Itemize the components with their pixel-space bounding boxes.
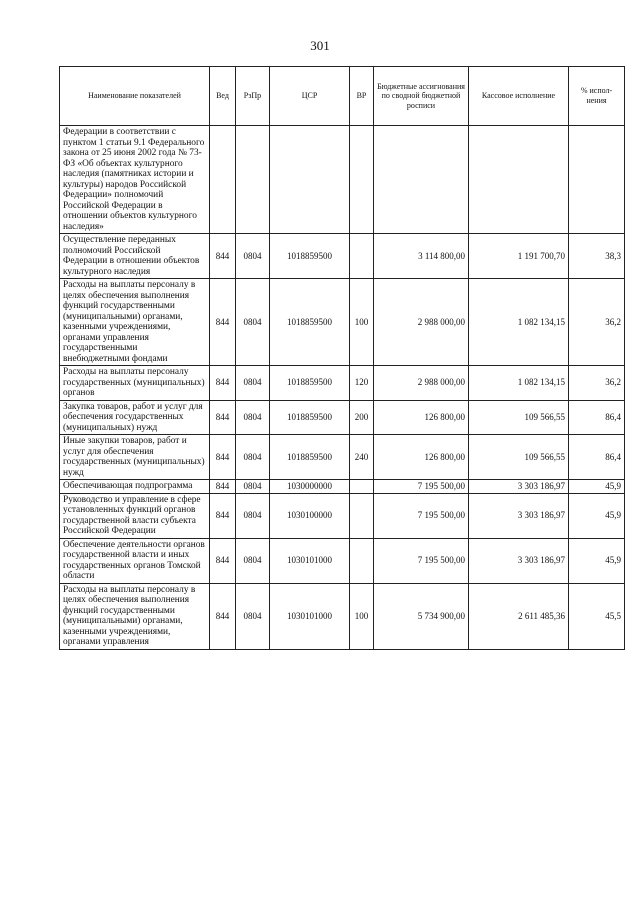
row-rzpr: 0804	[236, 583, 270, 649]
header-rzpr: РзПр	[236, 67, 270, 126]
row-csr: 1030000000	[270, 480, 350, 494]
header-percent: % испол-нения	[569, 67, 625, 126]
row-vr	[350, 480, 374, 494]
table-row	[60, 493, 625, 538]
row-percent	[569, 126, 625, 234]
row-name: Руководство и управление в сфере установленных функций органов государственной власти субъекта Российской Федерации	[60, 493, 210, 538]
row-percent: 86,4	[569, 435, 625, 480]
row-csr	[270, 126, 350, 234]
row-csr: 1018859500	[270, 366, 350, 401]
row-name: Осуществление переданных полномочий Российской Федерации в отношении объектов культурного наследия	[60, 234, 210, 279]
row-cash: 2 611 485,36	[469, 583, 569, 649]
header-ved: Вед	[210, 67, 236, 126]
row-cash	[469, 126, 569, 234]
row-name: Обеспечение деятельности органов государственной власти и иных государственных органов Томской области	[60, 538, 210, 583]
row-csr: 1018859500	[270, 234, 350, 279]
row-rzpr: 0804	[236, 366, 270, 401]
row-rzpr: 0804	[236, 234, 270, 279]
row-name: Закупка товаров, работ и услуг для обеспечения государственных (муниципальных) нужд	[60, 400, 210, 435]
row-ved: 844	[210, 279, 236, 366]
row-name: Расходы на выплаты персоналу в целях обеспечения выполнения функций государственными (муниципальными) органами, казенными учреждениями, органами управления	[60, 583, 210, 649]
row-budget: 2 988 000,00	[374, 366, 469, 401]
page-number: 301	[310, 38, 330, 53]
row-budget: 3 114 800,00	[374, 234, 469, 279]
row-vr	[350, 234, 374, 279]
row-budget: 126 800,00	[374, 435, 469, 480]
row-percent: 36,2	[569, 366, 625, 401]
row-percent: 38,3	[569, 234, 625, 279]
row-name: Расходы на выплаты персоналу государственных (муниципальных) органов	[60, 366, 210, 401]
row-cash: 3 303 186,97	[469, 480, 569, 494]
row-budget: 2 988 000,00	[374, 279, 469, 366]
row-name: Иные закупки товаров, работ и услуг для обеспечения государственных (муниципальных) нужд	[60, 435, 210, 480]
row-vr	[350, 126, 374, 234]
row-rzpr: 0804	[236, 493, 270, 538]
row-rzpr: 0804	[236, 435, 270, 480]
row-ved	[210, 126, 236, 234]
row-vr: 100	[350, 279, 374, 366]
table-row	[60, 279, 625, 366]
budget-table	[59, 66, 625, 650]
row-vr	[350, 493, 374, 538]
row-rzpr: 0804	[236, 538, 270, 583]
row-cash: 3 303 186,97	[469, 538, 569, 583]
table-row	[60, 234, 625, 279]
row-vr: 100	[350, 583, 374, 649]
row-percent: 36,2	[569, 279, 625, 366]
row-ved: 844	[210, 366, 236, 401]
row-ved: 844	[210, 493, 236, 538]
row-percent: 45,9	[569, 538, 625, 583]
row-rzpr: 0804	[236, 400, 270, 435]
row-ved: 844	[210, 480, 236, 494]
row-name: Обеспечивающая подпрограмма	[60, 480, 210, 494]
row-budget: 7 195 500,00	[374, 538, 469, 583]
row-rzpr	[236, 126, 270, 234]
row-percent: 86,4	[569, 400, 625, 435]
row-csr: 1018859500	[270, 279, 350, 366]
table-row	[60, 480, 625, 494]
row-ved: 844	[210, 234, 236, 279]
row-rzpr: 0804	[236, 279, 270, 366]
row-vr: 240	[350, 435, 374, 480]
row-csr: 1030101000	[270, 538, 350, 583]
table-row	[60, 538, 625, 583]
row-cash: 109 566,55	[469, 400, 569, 435]
row-vr: 120	[350, 366, 374, 401]
row-budget: 126 800,00	[374, 400, 469, 435]
row-rzpr: 0804	[236, 480, 270, 494]
row-percent: 45,9	[569, 480, 625, 494]
row-cash: 109 566,55	[469, 435, 569, 480]
row-csr: 1018859500	[270, 400, 350, 435]
table-row	[60, 583, 625, 649]
row-percent: 45,9	[569, 493, 625, 538]
header-budget: Бюджетные ассигнования по сводной бюджетной росписи	[374, 67, 469, 126]
row-budget: 7 195 500,00	[374, 493, 469, 538]
table-header-row	[60, 67, 625, 126]
row-name: Расходы на выплаты персоналу в целях обеспечения выполнения функций государственными (муниципальными) органами, казенными учреждениями, органами управления государственными внебюджетными фондами	[60, 279, 210, 366]
row-name: Федерации в соответствии с пунктом 1 статьи 9.1 Федерального закона от 25 июня 2002 года № 73-ФЗ «Об объектах культурного наследия (памятниках истории и культуры) народов Российской Федерации» полномочий Российской Федерации в отношении объектов культурного наследия»	[60, 126, 210, 234]
row-budget: 5 734 900,00	[374, 583, 469, 649]
row-cash: 1 082 134,15	[469, 366, 569, 401]
row-budget: 7 195 500,00	[374, 480, 469, 494]
header-vr: ВР	[350, 67, 374, 126]
row-cash: 1 191 700,70	[469, 234, 569, 279]
row-cash: 1 082 134,15	[469, 279, 569, 366]
row-csr: 1030100000	[270, 493, 350, 538]
header-cash: Кассовое исполнение	[469, 67, 569, 126]
table-row	[60, 126, 625, 234]
row-vr: 200	[350, 400, 374, 435]
header-name: Наименование показателей	[60, 67, 210, 126]
header-csr: ЦСР	[270, 67, 350, 126]
table-row	[60, 366, 625, 401]
row-vr	[350, 538, 374, 583]
row-csr: 1018859500	[270, 435, 350, 480]
row-cash: 3 303 186,97	[469, 493, 569, 538]
row-budget	[374, 126, 469, 234]
row-csr: 1030101000	[270, 583, 350, 649]
row-ved: 844	[210, 583, 236, 649]
table-row	[60, 435, 625, 480]
row-ved: 844	[210, 400, 236, 435]
row-ved: 844	[210, 538, 236, 583]
table-row	[60, 400, 625, 435]
row-percent: 45,5	[569, 583, 625, 649]
row-ved: 844	[210, 435, 236, 480]
